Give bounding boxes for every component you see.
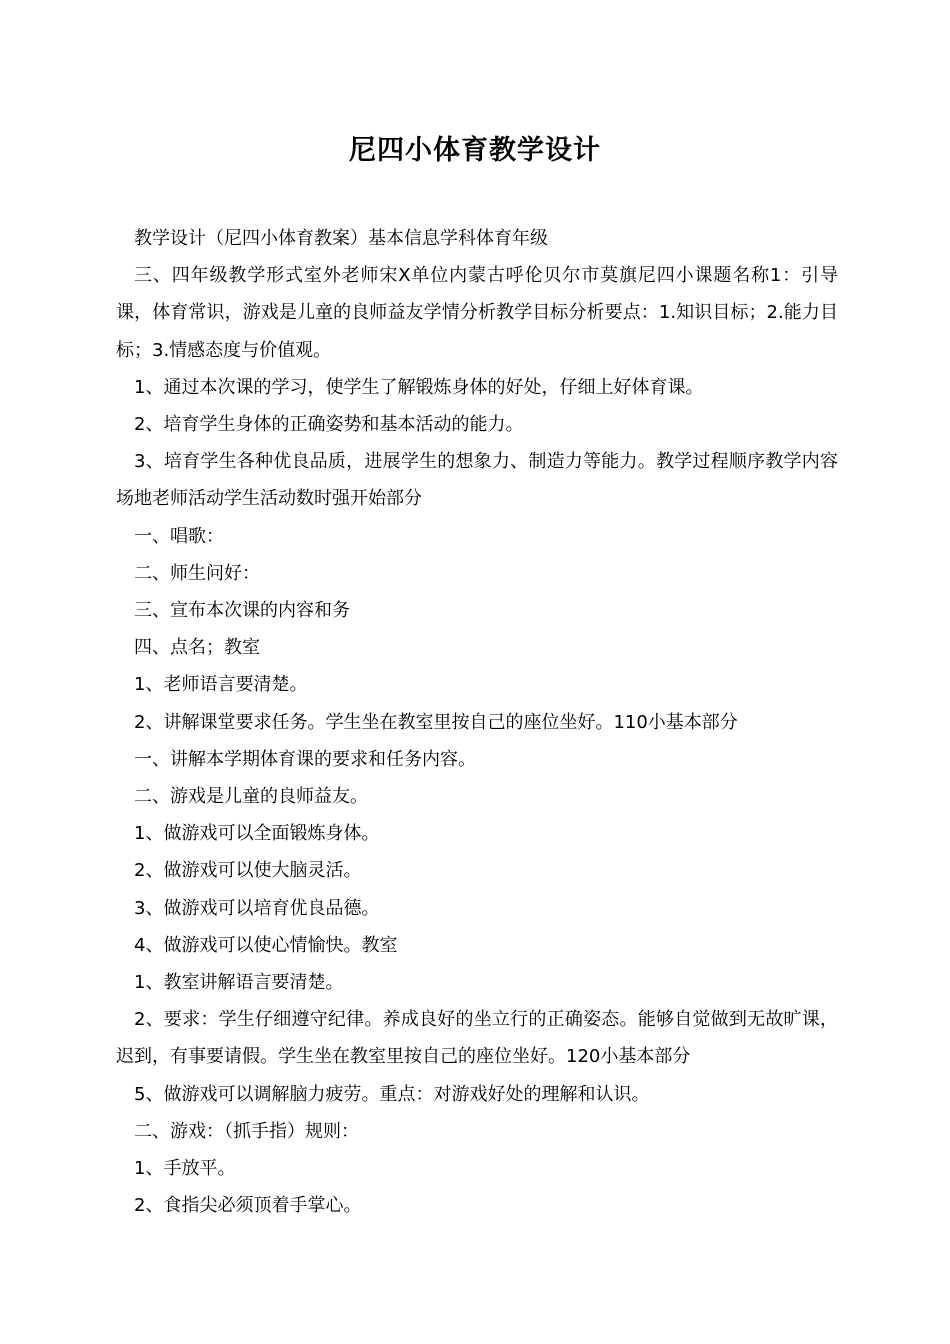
paragraph: 1、通过本次课的学习，使学生了解锻炼身体的好处，仔细上好体育课。 bbox=[134, 376, 704, 398]
paragraph: 二、游戏：（抓手指）规则： bbox=[134, 1120, 359, 1142]
paragraph: 2、食指尖必须顶着手掌心。 bbox=[134, 1195, 362, 1217]
paragraph: 1、做游戏可以全面锻炼身体。 bbox=[134, 823, 380, 845]
paragraph: 三、四年级教学形式室外老师宋X单位内蒙古呼伦贝尔市莫旗尼四小课题名称1：引导课，体育常识，游戏是儿童的良师益友学情分析教学目标分析要点：1.知识目标；2.能力目标；3.情感态度与价值观。 bbox=[116, 265, 838, 361]
paragraph: 二、师生问好： bbox=[134, 562, 260, 584]
paragraph: 1、手放平。 bbox=[134, 1158, 236, 1180]
document-body bbox=[116, 220, 838, 1224]
document-title: 尼四小体育教学设计 bbox=[349, 135, 601, 166]
paragraph: 2、做游戏可以使大脑灵活。 bbox=[134, 860, 362, 882]
paragraph: 2、讲解课堂要求任务。学生坐在教室里按自己的座位坐好。110小基本部分 bbox=[134, 711, 738, 733]
paragraph: 4、做游戏可以使心情愉快。教室 bbox=[134, 934, 398, 956]
paragraph: 四、点名；教室 bbox=[134, 637, 260, 659]
paragraph: 一、讲解本学期体育课的要求和任务内容。 bbox=[134, 748, 476, 770]
paragraph: 1、老师语言要清楚。 bbox=[134, 674, 308, 696]
paragraph: 2、要求：学生仔细遵守纪律。养成良好的坐立行的正确姿态。能够自觉做到无故旷课，迟到，有事要请假。学生坐在教室里按自己的座位坐好。120小基本部分 bbox=[116, 1009, 838, 1068]
paragraph: 5、做游戏可以调解脑力疲劳。重点：对游戏好处的理解和认识。 bbox=[134, 1083, 650, 1105]
paragraph: 一、唱歌： bbox=[134, 525, 224, 547]
paragraph: 3、培育学生各种优良品质，进展学生的想象力、制造力等能力。教学过程顺序教学内容场地老师活动学生活动数时强开始部分 bbox=[116, 451, 838, 510]
paragraph: 三、宣布本次课的内容和务 bbox=[134, 600, 350, 622]
paragraph: 教学设计（尼四小体育教案）基本信息学科体育年级 bbox=[134, 228, 548, 249]
paragraph: 3、做游戏可以培育优良品德。 bbox=[134, 897, 380, 919]
paragraph: 1、教室讲解语言要清楚。 bbox=[134, 972, 344, 994]
paragraph: 2、培育学生身体的正确姿势和基本活动的能力。 bbox=[134, 414, 524, 436]
paragraph: 二、游戏是儿童的良师益友。 bbox=[134, 786, 368, 808]
